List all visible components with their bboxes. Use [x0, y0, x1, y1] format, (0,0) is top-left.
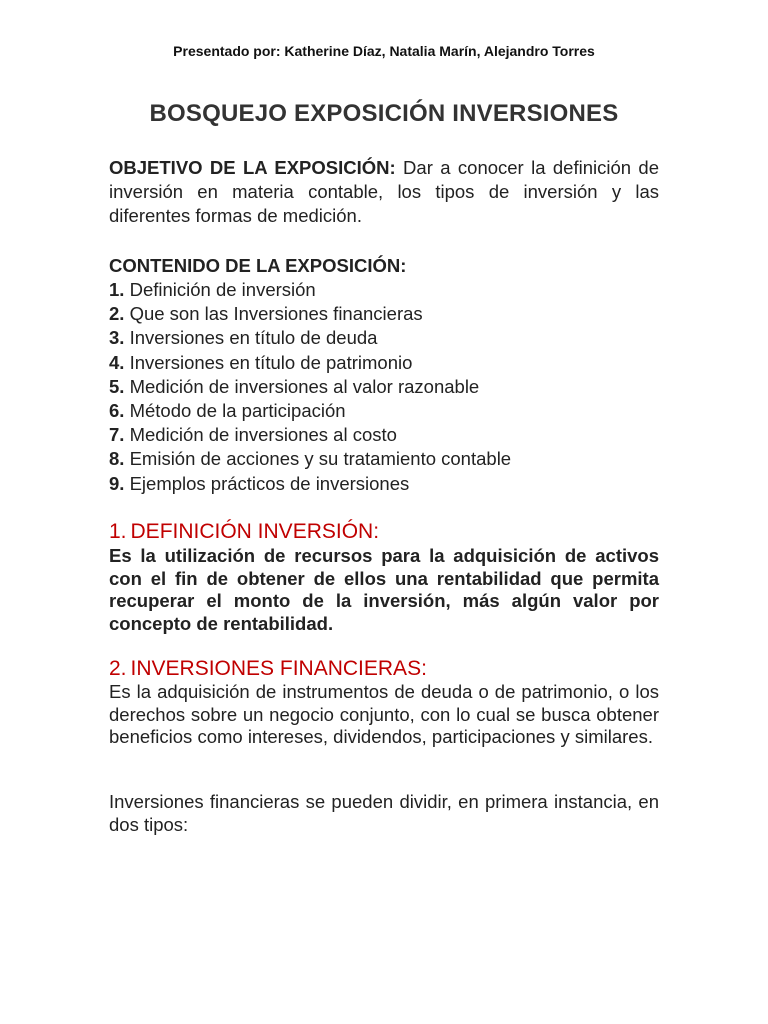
list-item-number: 9. [109, 472, 125, 494]
list-item [109, 423, 659, 447]
page-title: BOSQUEJO EXPOSICIÓN INVERSIONES [149, 100, 619, 127]
list-item [109, 375, 659, 399]
list-item-text: Ejemplos prácticos de inversiones [129, 472, 410, 494]
objective-label: OBJETIVO DE LA EXPOSICIÓN: [109, 157, 396, 178]
list-item-text: Medición de inversiones al costo [129, 424, 397, 446]
section-note-financieras: Inversiones financieras se pueden dividir, en primera instancia, en dos tipos: [109, 791, 659, 835]
list-item-number: 4. [109, 351, 125, 373]
list-item-text: Emisión de acciones y su tratamiento contable [129, 448, 512, 470]
list-item [109, 326, 659, 350]
list-item [109, 472, 659, 496]
list-item-number: 6. [109, 400, 125, 422]
list-item-text: Inversiones en título de deuda [129, 327, 378, 349]
section-title: INVERSIONES FINANCIERAS: [130, 657, 427, 680]
list-item-text: Que son las Inversiones financieras [129, 303, 423, 325]
list-item-text: Inversiones en título de patrimonio [129, 351, 413, 373]
list-item-number: 3. [109, 327, 125, 349]
list-item-text: Método de la participación [129, 400, 346, 422]
section-body-definicion: Es la utilización de recursos para la adquisición de activos con el fin de obtener de ellos una rentabilidad que permita recuperar el monto de la inversión, más algún valor por concepto de rentabilidad. [109, 545, 659, 634]
section-number: 2. [109, 657, 127, 680]
presenter-line: Presentado por: Katherine Díaz, Natalia Marín, Alejandro Torres [173, 43, 595, 59]
section-number: 1. [109, 520, 127, 543]
list-item-number: 8. [109, 448, 125, 470]
list-item-text: Definición de inversión [129, 279, 316, 300]
list-item-text: Medición de inversiones al valor razonable [129, 375, 480, 397]
list-item-number: 2. [109, 303, 125, 325]
contents-heading: CONTENIDO DE LA EXPOSICIÓN: [109, 255, 407, 276]
list-item [109, 278, 659, 302]
section-heading-definicion [109, 519, 379, 545]
list-item [109, 351, 659, 375]
objective-text: Dar a conocer la definición de inversión en materia contable, los tipos de inversión y las diferentes formas de medición. [109, 157, 659, 226]
list-item-number: 5. [109, 375, 125, 397]
objective-paragraph [109, 156, 659, 228]
list-item-number: 7. [109, 424, 125, 446]
list-item [109, 302, 659, 326]
contents-list [109, 278, 659, 496]
list-item [109, 447, 659, 471]
section-title: DEFINICIÓN INVERSIÓN: [130, 520, 380, 543]
list-item-number: 1. [109, 279, 125, 300]
list-item [109, 399, 659, 423]
section-body-financieras: Es la adquisición de instrumentos de deuda o de patrimonio, o los derechos sobre un negocio conjunto, con lo cual se busca obtener beneficios como intereses, dividendos, participaciones y similares. [109, 681, 659, 747]
section-heading-financieras [109, 656, 427, 682]
